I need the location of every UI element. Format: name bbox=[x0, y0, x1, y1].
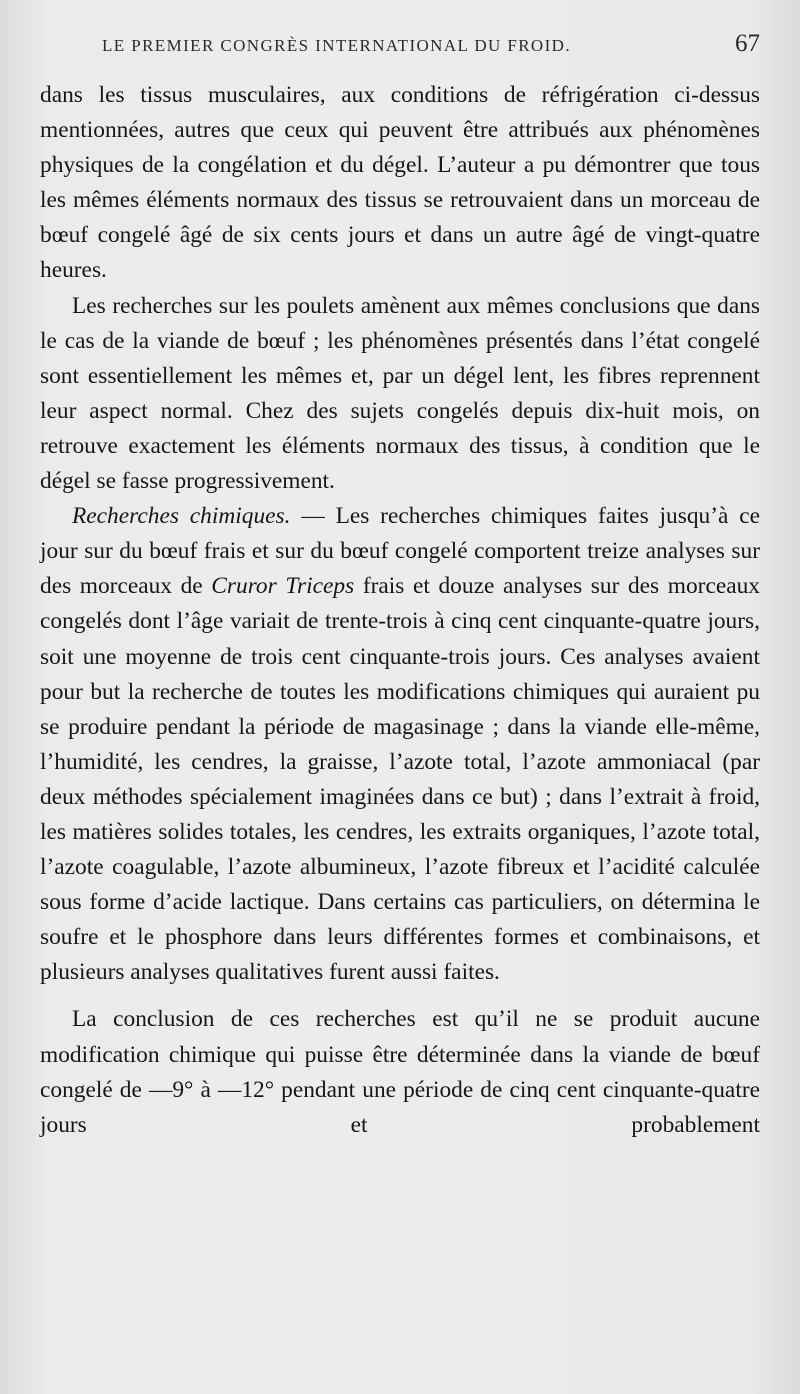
paragraph-poulets bbox=[40, 289, 760, 500]
paragraph-text: dans les tissus musculaires, aux conditions de réfrigération ci-dessus mentionnées, autres que ceux qui peuvent être attribués aux phénomènes physiques de la congélation et du dégel. L’auteur a pu démontrer que tous les mêmes éléments normaux des tissus se retrouvaient dans un morceau de bœuf congelé âgé de six cents jours et dans un autre âgé de vingt-quatre heures. bbox=[40, 82, 760, 284]
paragraph-text: Les recherches sur les poulets amènent aux mêmes conclusions que dans le cas de la viande de bœuf ; les phénomènes présentés dans l’état congelé sont essentiellement les mêmes et, par un dégel lent, les fibres reprennent leur aspect normal. Chez des sujets congelés depuis dix-huit mois, on retrouve exactement les éléments normaux des tissus, à condition que le dégel se fasse progressivement. bbox=[40, 292, 760, 495]
running-head bbox=[102, 30, 760, 62]
running-title: LE PREMIER CONGRÈS INTERNATIONAL DU FROID. bbox=[102, 36, 571, 55]
paragraph-text: — Les recherches chimiques faites jusqu’à ce jour sur du bœuf frais et sur du bœuf congelé comportent treize analyses sur des morceaux de bbox=[40, 503, 760, 600]
paragraph-text: La conclusion de ces recherches est qu’il ne se produit aucune modification chimique qui puisse être déterminée dans la viande de bœuf congelé de —9° à —12° pendant une période de cinq cent cinquante-quatre jours et probablement bbox=[40, 1006, 760, 1138]
paragraph-continued bbox=[40, 78, 760, 289]
paragraph-text: frais et douze analyses sur des morceaux congelés dont l’âge variait de trente-trois à cinq cent cinquante-quatre jours, soit une moyenne de trois cent cinquante-trois jours. Ces analyses avaient pour but la recherche de toutes les modifications chimiques qui auraient pu se produire pendant la période de magasinage ; dans la viande elle-même, l’humidité, les cendres, la graisse, l’azote total, l’azote ammoniacal (par deux méthodes spécialement imaginées dans ce but) ; dans l’extrait à froid, les matières solides totales, les cendres, les extraits organiques, l’azote total, l’azote coagulable, l’azote albumineux, l’azote fibreux et l’acidité calculée sous forme d’acide lactique. Dans certains cas particuliers, on détermina le soufre et le phosphore dans leurs différentes formes et combinaisons, et plusieurs analyses qualitatives furent aussi faites. bbox=[40, 573, 760, 986]
paragraph-recherches-chimiques bbox=[40, 499, 760, 990]
italic-term: Cruror Triceps bbox=[211, 573, 355, 600]
body-text bbox=[40, 78, 760, 1143]
paragraph-conclusion bbox=[40, 1002, 760, 1142]
section-run-in-heading: Recherches chimiques. bbox=[72, 503, 291, 530]
page-number: 67 bbox=[735, 30, 760, 57]
